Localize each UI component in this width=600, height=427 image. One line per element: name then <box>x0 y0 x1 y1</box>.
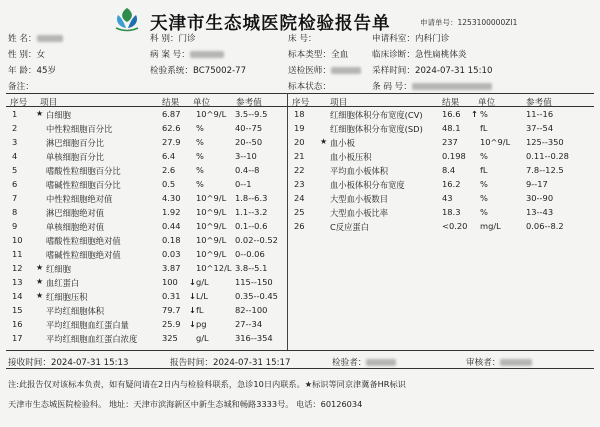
test-unit: % <box>480 109 488 119</box>
row-number: 17 <box>12 333 23 343</box>
system-field: 检验系统：BC75002-77 <box>150 66 247 76</box>
row-number: 20 <box>294 137 305 147</box>
test-result-value: 3.87 <box>162 263 181 273</box>
col-result-right: 结果 <box>442 98 460 108</box>
test-item-name: 中性粒细胞百分比 <box>46 124 113 134</box>
bed-field: 床 号： <box>288 34 317 44</box>
test-unit: % <box>480 179 488 189</box>
remark-field: 备注： <box>8 82 34 92</box>
test-result-value: 237 <box>442 137 458 147</box>
test-unit: % <box>480 151 488 161</box>
key-item-star-icon: ★ <box>36 263 44 272</box>
test-result-value: 79.7 <box>162 305 181 315</box>
sender-field: 送检医师： <box>288 64 361 76</box>
hospital-logo-icon <box>112 6 142 32</box>
reference-range: 0.1--0.6 <box>235 221 268 231</box>
test-unit: mg/L <box>480 221 501 231</box>
test-item-name: 白细胞 <box>46 110 71 120</box>
test-item-name: 红细胞体积分布宽度(CV) <box>330 110 423 120</box>
test-item-name: 红细胞压积 <box>46 292 88 302</box>
test-result-value: 16.2 <box>442 179 461 189</box>
lab-address: 天津市生态城医院检验科。 地址：天津市滨海新区中新生态城和畅路3333号。 电话：60126034 <box>8 399 363 409</box>
test-result-value: 48.1 <box>442 123 461 133</box>
test-result-value: 0.03 <box>162 249 181 259</box>
col-item-left: 项目 <box>40 98 58 108</box>
row-number: 8 <box>12 207 18 217</box>
abnormal-flag-icon: ↑ <box>471 109 478 119</box>
test-unit: fL <box>480 165 488 175</box>
request-department-field: 申请科室：内科门诊 <box>372 34 450 44</box>
diagnosis-field: 临床诊断：急性扁桃体炎 <box>372 50 467 60</box>
test-result-value: 18.3 <box>442 207 461 217</box>
key-item-star-icon: ★ <box>36 291 44 300</box>
redacted-barcode <box>412 83 492 90</box>
report-time: 报告时间：2024-07-31 15:17 <box>170 358 291 368</box>
test-unit: 10^12/L <box>196 263 232 273</box>
abnormal-flag-icon: ↓ <box>189 277 196 287</box>
table-top-border <box>6 93 594 94</box>
test-unit: 10^9/L <box>196 249 227 259</box>
row-number: 12 <box>12 263 23 273</box>
reference-range: 0.4--8 <box>235 165 260 175</box>
name-field: 姓 名： <box>8 32 63 44</box>
test-result-value: 8.4 <box>442 165 456 175</box>
reference-range: 115--150 <box>235 277 273 287</box>
receive-time: 接收时间：2024-07-31 15:13 <box>8 358 129 368</box>
row-number: 15 <box>12 305 23 315</box>
age-field: 年 龄：45岁 <box>8 66 57 76</box>
redacted-name <box>37 35 63 42</box>
test-result-value: <0.20 <box>442 221 468 231</box>
patient-number-field: 病 案 号： <box>150 48 224 60</box>
col-unit-left: 单位 <box>193 98 211 108</box>
test-result-value: 100 <box>162 277 178 287</box>
test-unit: % <box>480 193 488 203</box>
specimen-status-field: 标本状态： <box>288 82 331 92</box>
col-ref-left: 参考值 <box>236 98 262 108</box>
redacted-patient-number <box>190 51 224 58</box>
row-number: 13 <box>12 277 23 287</box>
reference-range: 0.35--0.45 <box>235 291 278 301</box>
test-unit: L/L <box>196 291 209 301</box>
reviewer-field: 审核者： <box>466 356 532 368</box>
test-item-name: 血红蛋白 <box>46 278 80 288</box>
sample-time-field: 采样时间：2024-07-31 15:10 <box>372 66 493 76</box>
col-no-left: 序号 <box>10 98 28 108</box>
test-item-name: 血小板压积 <box>330 152 372 162</box>
test-item-name: C反应蛋白 <box>330 222 369 232</box>
row-number: 26 <box>294 221 305 231</box>
test-item-name: 红细胞体积分布宽度(SD) <box>330 124 423 134</box>
test-item-name: 大型血小板比率 <box>330 208 389 218</box>
test-unit: % <box>196 137 204 147</box>
test-result-value: 1.92 <box>162 207 181 217</box>
test-item-name: 大型血小板数目 <box>330 194 389 204</box>
test-result-value: 0.44 <box>162 221 181 231</box>
col-no-right: 序号 <box>292 98 310 108</box>
reference-range: 316--354 <box>235 333 273 343</box>
reference-range: 30--90 <box>526 193 554 203</box>
test-item-name: 血小板体积分布宽度 <box>330 180 405 190</box>
test-unit: % <box>196 123 204 133</box>
test-unit: % <box>196 151 204 161</box>
test-item-name: 平均红细胞血红蛋白量 <box>46 320 129 330</box>
key-item-star-icon: ★ <box>36 277 44 286</box>
test-result-value: 0.5 <box>162 179 176 189</box>
row-number: 24 <box>294 193 305 203</box>
abnormal-flag-icon: ↓ <box>189 305 196 315</box>
barcode-field: 条 码 号： <box>372 80 492 92</box>
row-number: 11 <box>12 249 23 259</box>
test-item-name: 嗜酸性粒细胞百分比 <box>46 166 121 176</box>
test-item-name: 嗜酸性粒细胞绝对值 <box>46 236 121 246</box>
col-ref-right: 参考值 <box>526 98 552 108</box>
row-number: 7 <box>12 193 18 203</box>
table-bottom-border <box>6 350 594 351</box>
redacted-reviewer <box>500 359 532 366</box>
test-unit: pg <box>196 319 207 329</box>
reference-range: 3.5--9.5 <box>235 109 268 119</box>
test-item-name: 嗜碱性粒细胞绝对值 <box>46 250 121 260</box>
test-result-value: 27.9 <box>162 137 181 147</box>
test-unit: 10^9/L <box>196 221 227 231</box>
test-result-value: 25.9 <box>162 319 181 329</box>
test-item-name: 单核细胞绝对值 <box>46 222 105 232</box>
reference-range: 7.8--12.5 <box>526 165 564 175</box>
test-unit: g/L <box>196 277 209 287</box>
row-number: 23 <box>294 179 305 189</box>
test-result-value: 16.6 <box>442 109 461 119</box>
reference-range: 3--10 <box>235 151 257 161</box>
test-unit: g/L <box>196 333 209 343</box>
row-number: 16 <box>12 319 23 329</box>
request-number: 申请单号：1253100000ZI1 <box>420 18 518 27</box>
test-item-name: 淋巴细胞百分比 <box>46 138 105 148</box>
reference-range: 40--75 <box>235 123 263 133</box>
reference-range: 3.8--5.1 <box>235 263 268 273</box>
reference-range: 20--50 <box>235 137 263 147</box>
test-result-value: 2.6 <box>162 165 176 175</box>
test-unit: % <box>196 165 204 175</box>
reference-range: 0.06--8.2 <box>526 221 564 231</box>
reference-range: 0.11--0.28 <box>526 151 569 161</box>
test-item-name: 红细胞 <box>46 264 71 274</box>
test-unit: 10^9/L <box>480 137 511 147</box>
row-number: 4 <box>12 151 18 161</box>
test-unit: 10^9/L <box>196 193 227 203</box>
test-item-name: 平均红细胞体积 <box>46 306 105 316</box>
row-number: 9 <box>12 221 18 231</box>
row-number: 18 <box>294 109 305 119</box>
key-item-star-icon: ★ <box>320 137 328 146</box>
col-unit-right: 单位 <box>478 98 496 108</box>
test-result-value: 0.18 <box>162 235 181 245</box>
reference-range: 11--16 <box>526 109 554 119</box>
test-item-name: 血小板 <box>330 138 355 148</box>
test-result-value: 4.30 <box>162 193 181 203</box>
test-item-name: 嗜碱性粒细胞百分比 <box>46 180 121 190</box>
table-center-divider <box>287 93 288 350</box>
test-item-name: 淋巴细胞绝对值 <box>46 208 105 218</box>
reference-range: 0.02--0.52 <box>235 235 278 245</box>
test-item-name: 平均红细胞血红蛋白浓度 <box>46 334 138 344</box>
department-field: 科 别：门诊 <box>150 34 196 44</box>
col-result-left: 结果 <box>162 98 180 108</box>
test-item-name: 单核细胞百分比 <box>46 152 105 162</box>
redacted-tester <box>366 359 396 366</box>
test-result-value: 6.87 <box>162 109 181 119</box>
test-unit: % <box>196 179 204 189</box>
reference-range: 82--100 <box>235 305 268 315</box>
report-title: 天津市生态城医院检验报告单 <box>150 14 391 34</box>
reference-range: 0--0.06 <box>235 249 265 259</box>
tester-field: 检验者： <box>332 356 396 368</box>
abnormal-flag-icon: ↓ <box>189 319 196 329</box>
specimen-type-field: 标本类型：全血 <box>288 50 349 60</box>
reference-range: 13--43 <box>526 207 554 217</box>
redacted-sender <box>331 67 361 74</box>
disclaimer-note: 注:此报告仅对该标本负责，如有疑问请在2日内与检验科联系，急诊10日内联系。★标识等同京津冀备HR标识 <box>8 379 406 389</box>
row-number: 10 <box>12 235 23 245</box>
test-item-name: 中性粒细胞绝对值 <box>46 194 113 204</box>
reference-range: 37--54 <box>526 123 554 133</box>
row-number: 3 <box>12 137 18 147</box>
test-result-value: 325 <box>162 333 178 343</box>
row-number: 22 <box>294 165 305 175</box>
test-unit: 10^9/L <box>196 207 227 217</box>
reference-range: 1.1--3.2 <box>235 207 268 217</box>
test-unit: 10^9/L <box>196 235 227 245</box>
footer-divider <box>6 368 594 369</box>
reference-range: 125--350 <box>526 137 564 147</box>
row-number: 14 <box>12 291 23 301</box>
test-item-name: 平均血小板体积 <box>330 166 389 176</box>
test-unit: fL <box>196 305 204 315</box>
row-number: 21 <box>294 151 305 161</box>
row-number: 19 <box>294 123 305 133</box>
row-number: 6 <box>12 179 18 189</box>
key-item-star-icon: ★ <box>36 109 44 118</box>
row-number: 25 <box>294 207 305 217</box>
test-unit: % <box>480 207 488 217</box>
sex-field: 性 别：女 <box>8 50 46 60</box>
row-number: 1 <box>12 109 18 119</box>
reference-range: 9--17 <box>526 179 548 189</box>
reference-range: 1.8--6.3 <box>235 193 268 203</box>
test-unit: fL <box>480 123 488 133</box>
test-result-value: 0.198 <box>442 151 466 161</box>
reference-range: 27--34 <box>235 319 263 329</box>
test-result-value: 0.31 <box>162 291 181 301</box>
test-result-value: 6.4 <box>162 151 176 161</box>
abnormal-flag-icon: ↓ <box>189 291 196 301</box>
row-number: 5 <box>12 165 18 175</box>
reference-range: 0--1 <box>235 179 252 189</box>
row-number: 2 <box>12 123 18 133</box>
test-unit: 10^9/L <box>196 109 227 119</box>
test-result-value: 43 <box>442 193 453 203</box>
col-item-right: 项目 <box>330 98 348 108</box>
test-result-value: 62.6 <box>162 123 181 133</box>
